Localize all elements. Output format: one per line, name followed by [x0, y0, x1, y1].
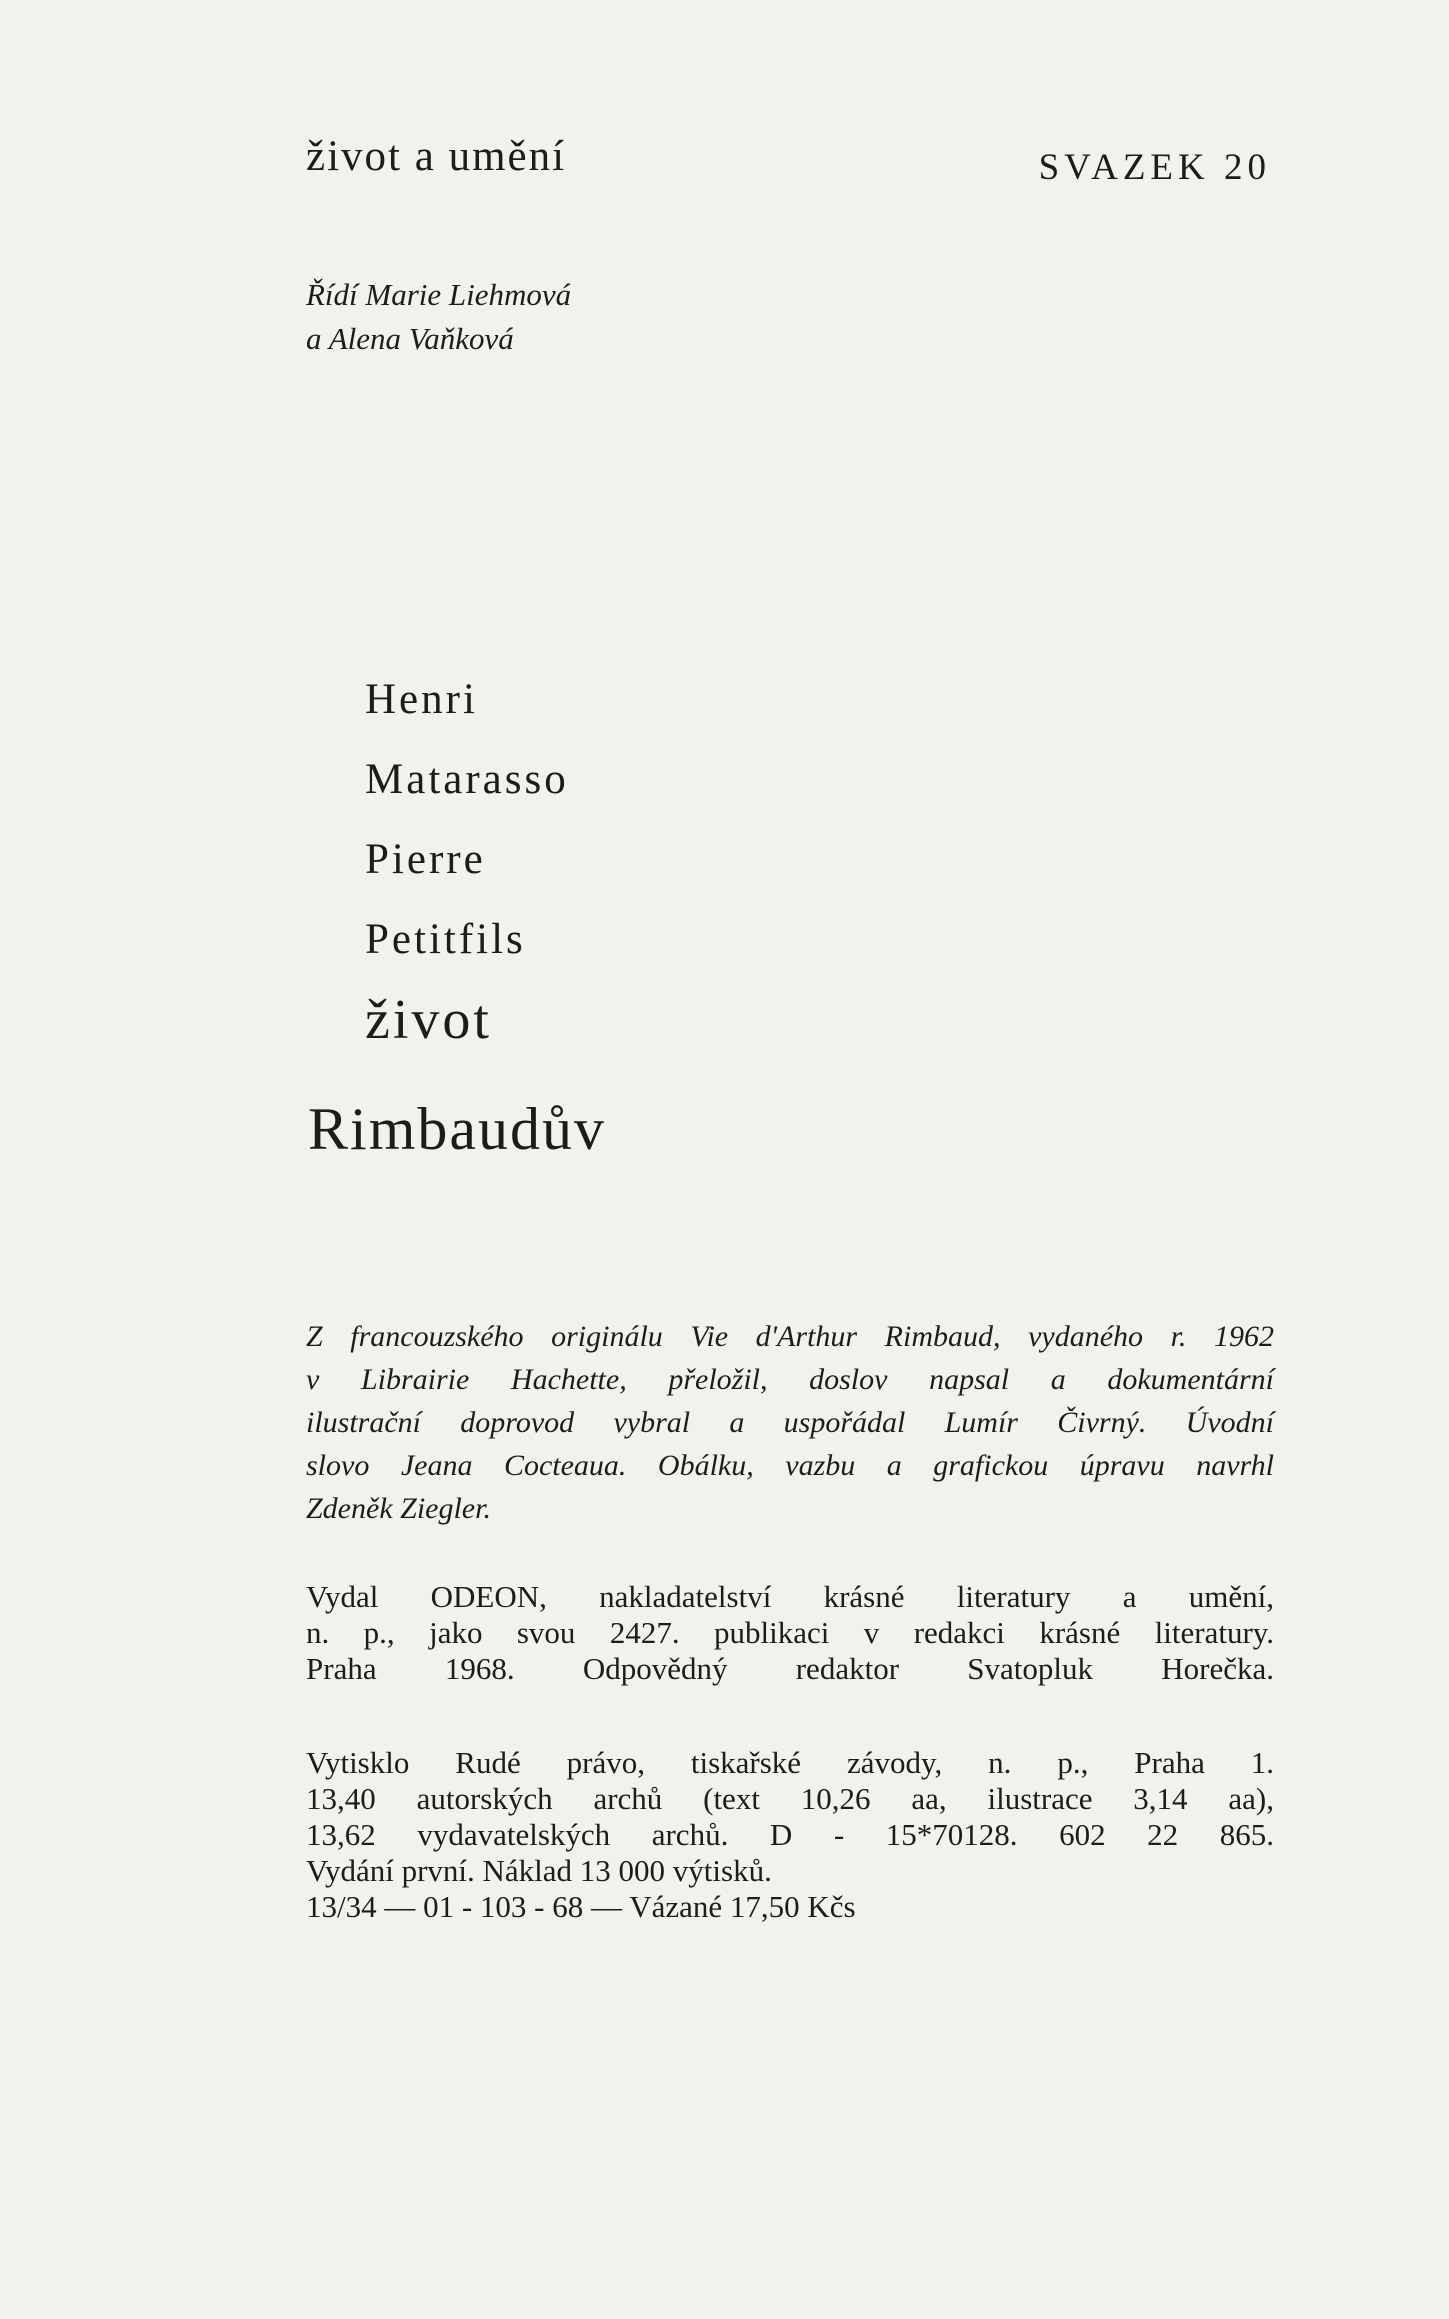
volume-number: SVAZEK 20: [1038, 147, 1271, 188]
text-line: 13,62 vydavatelských archů. D - 15*70128. 602 22 865.: [306, 1817, 1274, 1852]
text-line: Vydal ODEON, nakladatelství krásné literatury a umění,: [306, 1579, 1274, 1614]
text-line: 13,40 autorských archů (text 10,26 aa, ilustrace 3,14 aa),: [306, 1781, 1274, 1816]
authors: [365, 660, 569, 980]
text-line: n. p., jako svou 2427. publikaci v redakci krásné literatury.: [306, 1615, 1274, 1650]
printer-note: [306, 1745, 1274, 1925]
series-editors: [306, 273, 571, 361]
text-line: Vytisklo Rudé právo, tiskařské závody, n. p., Praha 1.: [306, 1745, 1274, 1780]
text-line: Zdeněk Ziegler.: [306, 1492, 491, 1525]
book-title-line-2: Rimbaudův: [308, 1096, 606, 1162]
text-line: Praha 1968. Odpovědný redaktor Svatopluk Horečka.: [306, 1651, 1274, 1686]
text-line: slovo Jeana Cocteaua. Obálku, vazbu a grafickou úpravu navrhl: [306, 1449, 1274, 1482]
text-line: Vydání první. Náklad 13 000 výtisků.: [306, 1853, 772, 1888]
publisher-note: [306, 1579, 1274, 1687]
editor-line: Řídí Marie Liehmová: [306, 277, 572, 312]
translation-note: [306, 1315, 1274, 1530]
series-title: život a umění: [306, 133, 567, 180]
book-title-line-1: život: [365, 989, 492, 1051]
author-last-name: Matarasso: [365, 756, 569, 803]
text-line: Z francouzského originálu Vie d'Arthur Rimbaud, vydaného r. 1962: [306, 1320, 1274, 1353]
author-last-name: Petitfils: [365, 916, 526, 963]
author-first-name: Pierre: [365, 836, 486, 883]
text-line: ilustrační doprovod vybral a uspořádal Lumír Čivrný. Úvodní: [306, 1406, 1274, 1439]
text-line: v Librairie Hachette, přeložil, doslov napsal a dokumentární: [306, 1363, 1274, 1396]
author-first-name: Henri: [365, 676, 478, 723]
editor-line: a Alena Vaňková: [306, 321, 514, 356]
text-line: 13/34 — 01 - 103 - 68 — Vázané 17,50 Kčs: [306, 1889, 856, 1924]
